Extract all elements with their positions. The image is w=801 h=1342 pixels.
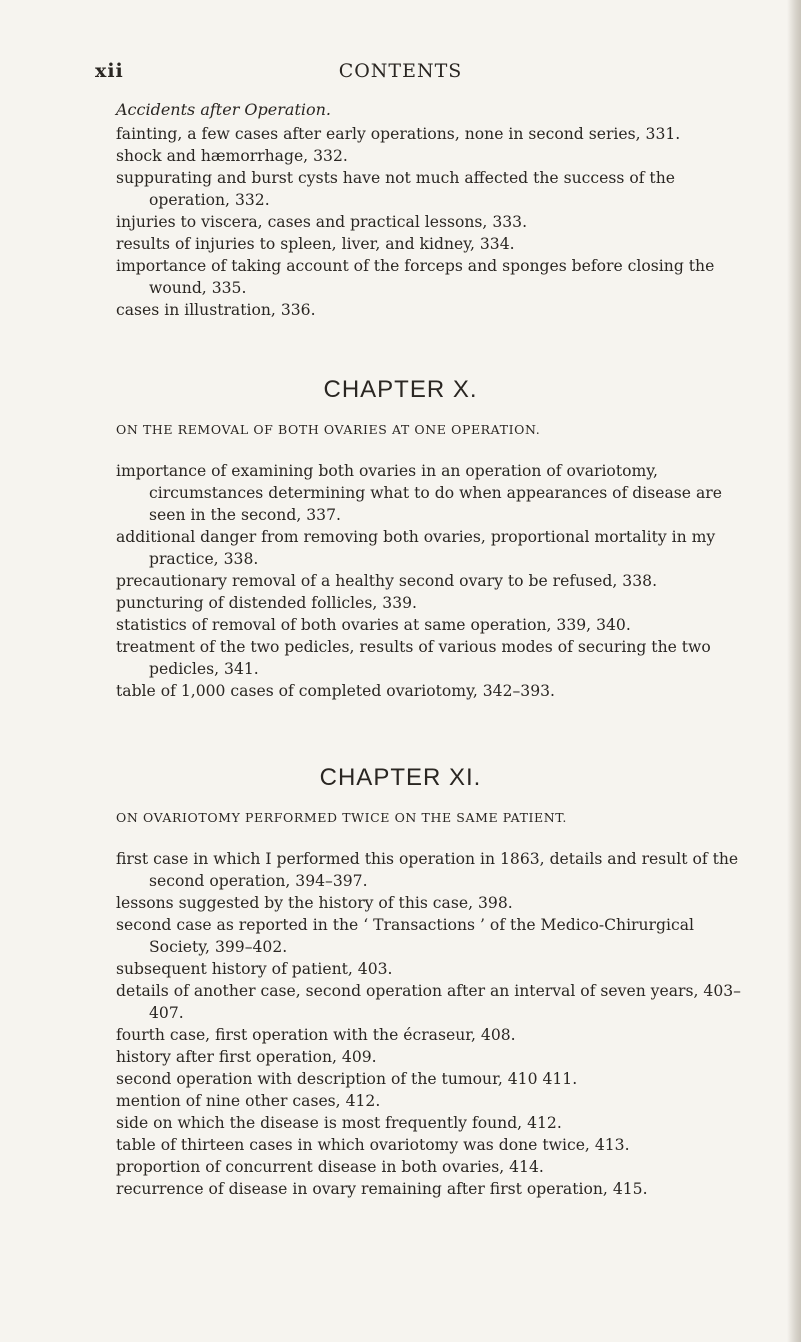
running-head: CONTENTS — [338, 60, 463, 82]
chapter-x-section — [116, 460, 756, 702]
list-item: importance of examining both ovaries in an operation of ovariotomy, circumstances determining what to do when appearances of disease are seen in the second, 337. — [116, 462, 722, 524]
list-item: side on which the disease is most frequently found, 412. — [116, 1114, 562, 1132]
list-item: suppurating and burst cysts have not much affected the success of the operation, 332. — [116, 169, 675, 209]
chapter-x-subtitle: ON THE REMOVAL OF BOTH OVARIES AT ONE OPERATION. — [116, 422, 541, 437]
list-item: injuries to viscera, cases and practical lessons, 333. — [116, 213, 528, 231]
list-item: cases in illustration, 336. — [116, 301, 316, 319]
list-item: additional danger from removing both ovaries, proportional mortality in my practice, 338. — [116, 528, 716, 568]
accidents-section — [116, 100, 756, 321]
list-item: fainting, a few cases after early operations, none in second series, 331. — [116, 125, 681, 143]
chapter-xi-subtitle: ON OVARIOTOMY PERFORMED TWICE ON THE SAME PATIENT. — [116, 810, 567, 825]
list-item: treatment of the two pedicles, results of various modes of securing the two pedicles, 341. — [116, 638, 711, 678]
chapter-xi-section — [116, 848, 756, 1200]
list-item: subsequent history of patient, 403. — [116, 960, 393, 978]
list-item: recurrence of disease in ovary remaining after first operation, 415. — [116, 1180, 648, 1198]
list-item: first case in which I performed this operation in 1863, details and result of the second operation, 394–397. — [116, 850, 739, 890]
list-item: puncturing of distended follicles, 339. — [116, 594, 418, 612]
list-item: second operation with description of the tumour, 410 411. — [116, 1070, 578, 1088]
list-item: fourth case, first operation with the écraseur, 408. — [116, 1026, 516, 1044]
list-item: statistics of removal of both ovaries at same operation, 339, 340. — [116, 616, 631, 634]
list-item: proportion of concurrent disease in both ovaries, 414. — [116, 1158, 544, 1176]
chapter-x-title: CHAPTER X. — [323, 376, 478, 403]
chapter-xi-entries — [116, 848, 756, 1200]
list-item: lessons suggested by the history of this case, 398. — [116, 894, 513, 912]
list-item: table of 1,000 cases of completed ovariotomy, 342–393. — [116, 682, 556, 700]
list-item: precautionary removal of a healthy second ovary to be refused, 338. — [116, 572, 658, 590]
chapter-xi-title: CHAPTER XI. — [319, 764, 482, 791]
list-item: shock and hæmorrhage, 332. — [116, 147, 348, 165]
section-heading: Accidents after Operation. — [116, 100, 332, 119]
list-item: second case as reported in the ‘ Transactions ’ of the Medico-Chirurgical Society, 399–402. — [116, 916, 694, 956]
page-edge-shadow — [787, 0, 801, 1342]
list-item: results of injuries to spleen, liver, and kidney, 334. — [116, 235, 515, 253]
list-item: details of another case, second operation after an interval of seven years, 403–407. — [116, 982, 741, 1022]
accidents-entries — [116, 123, 756, 321]
chapter-x-entries — [116, 460, 756, 702]
page-header — [0, 60, 801, 84]
list-item: table of thirteen cases in which ovariotomy was done twice, 413. — [116, 1136, 630, 1154]
list-item: importance of taking account of the forceps and sponges before closing the wound, 335. — [116, 257, 715, 297]
list-item: mention of nine other cases, 412. — [116, 1092, 381, 1110]
page-number: xii — [95, 60, 124, 82]
list-item: history after first operation, 409. — [116, 1048, 377, 1066]
